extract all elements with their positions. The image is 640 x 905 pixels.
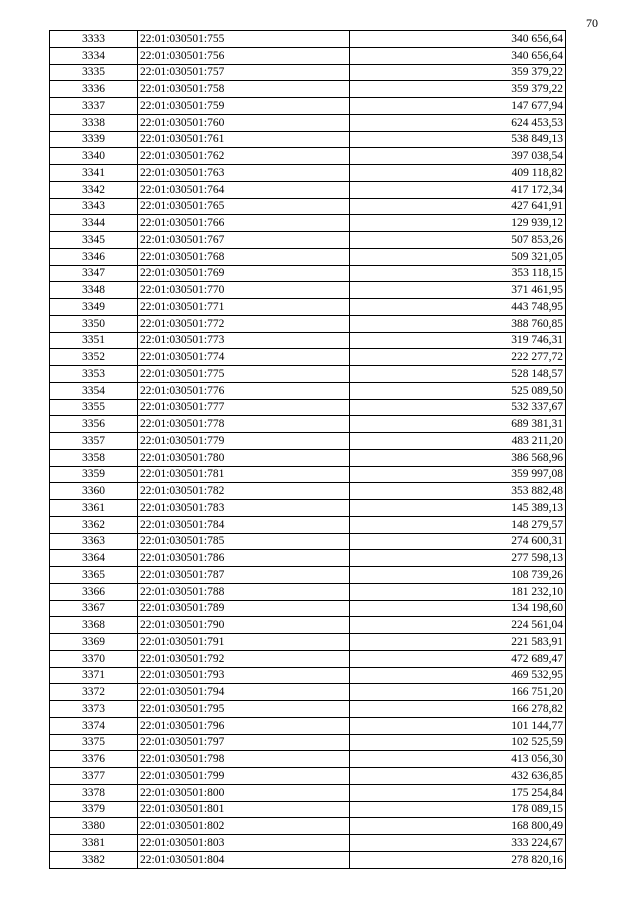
row-number-cell: 3345: [50, 232, 138, 249]
table-row: [50, 701, 566, 718]
cadastral-value-cell: 148 279,57: [350, 516, 566, 533]
row-number-cell: 3341: [50, 165, 138, 182]
cadastral-value-cell: 509 321,05: [350, 248, 566, 265]
cadastral-number-cell: 22:01:030501:785: [138, 533, 350, 550]
cadastral-value-cell: 417 172,34: [350, 181, 566, 198]
table-row: [50, 98, 566, 115]
row-number-cell: 3372: [50, 684, 138, 701]
cadastral-number-cell: 22:01:030501:778: [138, 416, 350, 433]
row-number-cell: 3340: [50, 148, 138, 165]
cadastral-value-cell: 353 118,15: [350, 265, 566, 282]
table-row: [50, 835, 566, 852]
cadastral-number-cell: 22:01:030501:757: [138, 64, 350, 81]
cadastral-number-cell: 22:01:030501:755: [138, 31, 350, 48]
cadastral-value-cell: 624 453,53: [350, 114, 566, 131]
cadastral-value-cell: 538 849,13: [350, 131, 566, 148]
row-number-cell: 3357: [50, 433, 138, 450]
table-row: [50, 533, 566, 550]
table-row: [50, 650, 566, 667]
row-number-cell: 3333: [50, 31, 138, 48]
table-row: [50, 81, 566, 98]
row-number-cell: 3363: [50, 533, 138, 550]
row-number-cell: 3342: [50, 181, 138, 198]
table-row: [50, 667, 566, 684]
cadastral-number-cell: 22:01:030501:777: [138, 399, 350, 416]
table-row: [50, 114, 566, 131]
cadastral-number-cell: 22:01:030501:788: [138, 583, 350, 600]
cadastral-value-cell: 278 820,16: [350, 851, 566, 868]
cadastral-number-cell: 22:01:030501:787: [138, 567, 350, 584]
cadastral-value-cell: 340 656,64: [350, 47, 566, 64]
cadastral-number-cell: 22:01:030501:789: [138, 600, 350, 617]
table-row: [50, 64, 566, 81]
table-row: [50, 399, 566, 416]
cadastral-value-cell: 101 144,77: [350, 717, 566, 734]
cadastral-number-cell: 22:01:030501:797: [138, 734, 350, 751]
row-number-cell: 3344: [50, 215, 138, 232]
table-row: [50, 801, 566, 818]
table-row: [50, 516, 566, 533]
cadastral-number-cell: 22:01:030501:772: [138, 315, 350, 332]
cadastral-number-cell: 22:01:030501:761: [138, 131, 350, 148]
row-number-cell: 3336: [50, 81, 138, 98]
cadastral-number-cell: 22:01:030501:801: [138, 801, 350, 818]
row-number-cell: 3350: [50, 315, 138, 332]
cadastral-value-cell: 145 389,13: [350, 500, 566, 517]
cadastral-value-cell: 386 568,96: [350, 449, 566, 466]
table-row: [50, 600, 566, 617]
table-row: [50, 315, 566, 332]
cadastral-number-cell: 22:01:030501:767: [138, 232, 350, 249]
cadastral-value-cell: 181 232,10: [350, 583, 566, 600]
table-row: [50, 617, 566, 634]
row-number-cell: 3365: [50, 567, 138, 584]
cadastral-number-cell: 22:01:030501:795: [138, 701, 350, 718]
table-row: [50, 449, 566, 466]
table-row: [50, 131, 566, 148]
cadastral-value-cell: 525 089,50: [350, 382, 566, 399]
row-number-cell: 3337: [50, 98, 138, 115]
table-row: [50, 734, 566, 751]
table-row: [50, 148, 566, 165]
cadastral-value-cell: 397 038,54: [350, 148, 566, 165]
cadastral-number-cell: 22:01:030501:770: [138, 282, 350, 299]
cadastral-number-cell: 22:01:030501:793: [138, 667, 350, 684]
row-number-cell: 3347: [50, 265, 138, 282]
cadastral-number-cell: 22:01:030501:798: [138, 751, 350, 768]
cadastral-number-cell: 22:01:030501:791: [138, 634, 350, 651]
table-row: [50, 232, 566, 249]
table-row: [50, 818, 566, 835]
cadastral-number-cell: 22:01:030501:779: [138, 433, 350, 450]
cadastral-value-cell: 166 751,20: [350, 684, 566, 701]
cadastral-number-cell: 22:01:030501:764: [138, 181, 350, 198]
table-row: [50, 299, 566, 316]
cadastral-number-cell: 22:01:030501:758: [138, 81, 350, 98]
table-row: [50, 265, 566, 282]
row-number-cell: 3334: [50, 47, 138, 64]
cadastral-number-cell: 22:01:030501:786: [138, 550, 350, 567]
cadastral-number-cell: 22:01:030501:782: [138, 483, 350, 500]
cadastral-number-cell: 22:01:030501:800: [138, 784, 350, 801]
row-number-cell: 3360: [50, 483, 138, 500]
table-row: [50, 416, 566, 433]
table-row: [50, 717, 566, 734]
cadastral-number-cell: 22:01:030501:780: [138, 449, 350, 466]
row-number-cell: 3358: [50, 449, 138, 466]
cadastral-number-cell: 22:01:030501:790: [138, 617, 350, 634]
cadastral-number-cell: 22:01:030501:803: [138, 835, 350, 852]
cadastral-number-cell: 22:01:030501:773: [138, 332, 350, 349]
row-number-cell: 3366: [50, 583, 138, 600]
table-row: [50, 567, 566, 584]
cadastral-value-cell: 469 532,95: [350, 667, 566, 684]
table-row: [50, 751, 566, 768]
cadastral-value-cell: 178 089,15: [350, 801, 566, 818]
row-number-cell: 3378: [50, 784, 138, 801]
table-row: [50, 366, 566, 383]
table-row: [50, 198, 566, 215]
cadastral-value-cell: 483 211,20: [350, 433, 566, 450]
table-row: [50, 500, 566, 517]
cadastral-value-cell: 147 677,94: [350, 98, 566, 115]
row-number-cell: 3362: [50, 516, 138, 533]
row-number-cell: 3351: [50, 332, 138, 349]
row-number-cell: 3370: [50, 650, 138, 667]
row-number-cell: 3352: [50, 349, 138, 366]
row-number-cell: 3376: [50, 751, 138, 768]
table-body: [50, 31, 566, 869]
cadastral-value-cell: 166 278,82: [350, 701, 566, 718]
cadastral-value-cell: 409 118,82: [350, 165, 566, 182]
cadastral-number-cell: 22:01:030501:794: [138, 684, 350, 701]
table-row: [50, 47, 566, 64]
table-row: [50, 349, 566, 366]
table-row: [50, 332, 566, 349]
cadastral-value-cell: 277 598,13: [350, 550, 566, 567]
row-number-cell: 3335: [50, 64, 138, 81]
table-row: [50, 248, 566, 265]
cadastral-number-cell: 22:01:030501:775: [138, 366, 350, 383]
cadastral-value-cell: 427 641,91: [350, 198, 566, 215]
cadastral-value-cell: 168 800,49: [350, 818, 566, 835]
row-number-cell: 3377: [50, 768, 138, 785]
table-row: [50, 165, 566, 182]
cadastral-value-cell: 413 056,30: [350, 751, 566, 768]
row-number-cell: 3355: [50, 399, 138, 416]
cadastral-value-cell: 507 853,26: [350, 232, 566, 249]
row-number-cell: 3361: [50, 500, 138, 517]
cadastral-number-cell: 22:01:030501:781: [138, 466, 350, 483]
cadastral-number-cell: 22:01:030501:759: [138, 98, 350, 115]
cadastral-value-cell: 353 882,48: [350, 483, 566, 500]
row-number-cell: 3343: [50, 198, 138, 215]
table-row: [50, 583, 566, 600]
row-number-cell: 3382: [50, 851, 138, 868]
row-number-cell: 3349: [50, 299, 138, 316]
table-row: [50, 634, 566, 651]
cadastral-value-cell: 528 148,57: [350, 366, 566, 383]
cadastral-number-cell: 22:01:030501:766: [138, 215, 350, 232]
cadastral-value-cell: 340 656,64: [350, 31, 566, 48]
cadastral-number-cell: 22:01:030501:762: [138, 148, 350, 165]
cadastral-value-cell: 175 254,84: [350, 784, 566, 801]
cadastral-value-cell: 371 461,95: [350, 282, 566, 299]
cadastral-number-cell: 22:01:030501:784: [138, 516, 350, 533]
cadastral-number-cell: 22:01:030501:802: [138, 818, 350, 835]
cadastral-value-cell: 359 379,22: [350, 64, 566, 81]
cadastral-value-cell: 359 997,08: [350, 466, 566, 483]
row-number-cell: 3381: [50, 835, 138, 852]
row-number-cell: 3374: [50, 717, 138, 734]
cadastral-number-cell: 22:01:030501:765: [138, 198, 350, 215]
row-number-cell: 3346: [50, 248, 138, 265]
row-number-cell: 3369: [50, 634, 138, 651]
table-row: [50, 684, 566, 701]
cadastral-number-cell: 22:01:030501:769: [138, 265, 350, 282]
cadastral-number-cell: 22:01:030501:756: [138, 47, 350, 64]
row-number-cell: 3359: [50, 466, 138, 483]
cadastral-number-cell: 22:01:030501:783: [138, 500, 350, 517]
cadastral-value-cell: 134 198,60: [350, 600, 566, 617]
cadastral-number-cell: 22:01:030501:768: [138, 248, 350, 265]
cadastral-value-cell: 108 739,26: [350, 567, 566, 584]
cadastral-value-cell: 319 746,31: [350, 332, 566, 349]
table-row: [50, 215, 566, 232]
cadastral-number-cell: 22:01:030501:796: [138, 717, 350, 734]
cadastral-number-cell: 22:01:030501:763: [138, 165, 350, 182]
table-row: [50, 784, 566, 801]
row-number-cell: 3356: [50, 416, 138, 433]
table-row: [50, 181, 566, 198]
table-row: [50, 282, 566, 299]
row-number-cell: 3338: [50, 114, 138, 131]
row-number-cell: 3371: [50, 667, 138, 684]
cadastral-number-cell: 22:01:030501:799: [138, 768, 350, 785]
row-number-cell: 3354: [50, 382, 138, 399]
cadastral-number-cell: 22:01:030501:774: [138, 349, 350, 366]
table-row: [50, 768, 566, 785]
cadastral-number-cell: 22:01:030501:792: [138, 650, 350, 667]
table-row: [50, 466, 566, 483]
cadastral-value-cell: 388 760,85: [350, 315, 566, 332]
cadastral-value-cell: 432 636,85: [350, 768, 566, 785]
table-row: [50, 382, 566, 399]
cadastral-number-cell: 22:01:030501:776: [138, 382, 350, 399]
table-row: [50, 31, 566, 48]
row-number-cell: 3375: [50, 734, 138, 751]
table-row: [50, 550, 566, 567]
cadastral-value-cell: 224 561,04: [350, 617, 566, 634]
cadastral-value-cell: 472 689,47: [350, 650, 566, 667]
cadastral-value-cell: 689 381,31: [350, 416, 566, 433]
cadastral-value-cell: 443 748,95: [350, 299, 566, 316]
row-number-cell: 3368: [50, 617, 138, 634]
cadastral-value-cell: 221 583,91: [350, 634, 566, 651]
cadastral-number-cell: 22:01:030501:760: [138, 114, 350, 131]
row-number-cell: 3364: [50, 550, 138, 567]
row-number-cell: 3379: [50, 801, 138, 818]
row-number-cell: 3373: [50, 701, 138, 718]
row-number-cell: 3339: [50, 131, 138, 148]
cadastral-value-cell: 532 337,67: [350, 399, 566, 416]
cadastral-value-cell: 333 224,67: [350, 835, 566, 852]
cadastral-value-cell: 359 379,22: [350, 81, 566, 98]
row-number-cell: 3353: [50, 366, 138, 383]
table-row: [50, 483, 566, 500]
row-number-cell: 3348: [50, 282, 138, 299]
cadastral-value-cell: 222 277,72: [350, 349, 566, 366]
cadastral-value-table: [49, 30, 566, 869]
page-number: 70: [586, 16, 598, 30]
table-row: [50, 433, 566, 450]
cadastral-value-cell: 102 525,59: [350, 734, 566, 751]
table-row: [50, 851, 566, 868]
cadastral-value-cell: 274 600,31: [350, 533, 566, 550]
cadastral-value-cell: 129 939,12: [350, 215, 566, 232]
cadastral-number-cell: 22:01:030501:771: [138, 299, 350, 316]
row-number-cell: 3367: [50, 600, 138, 617]
row-number-cell: 3380: [50, 818, 138, 835]
cadastral-number-cell: 22:01:030501:804: [138, 851, 350, 868]
